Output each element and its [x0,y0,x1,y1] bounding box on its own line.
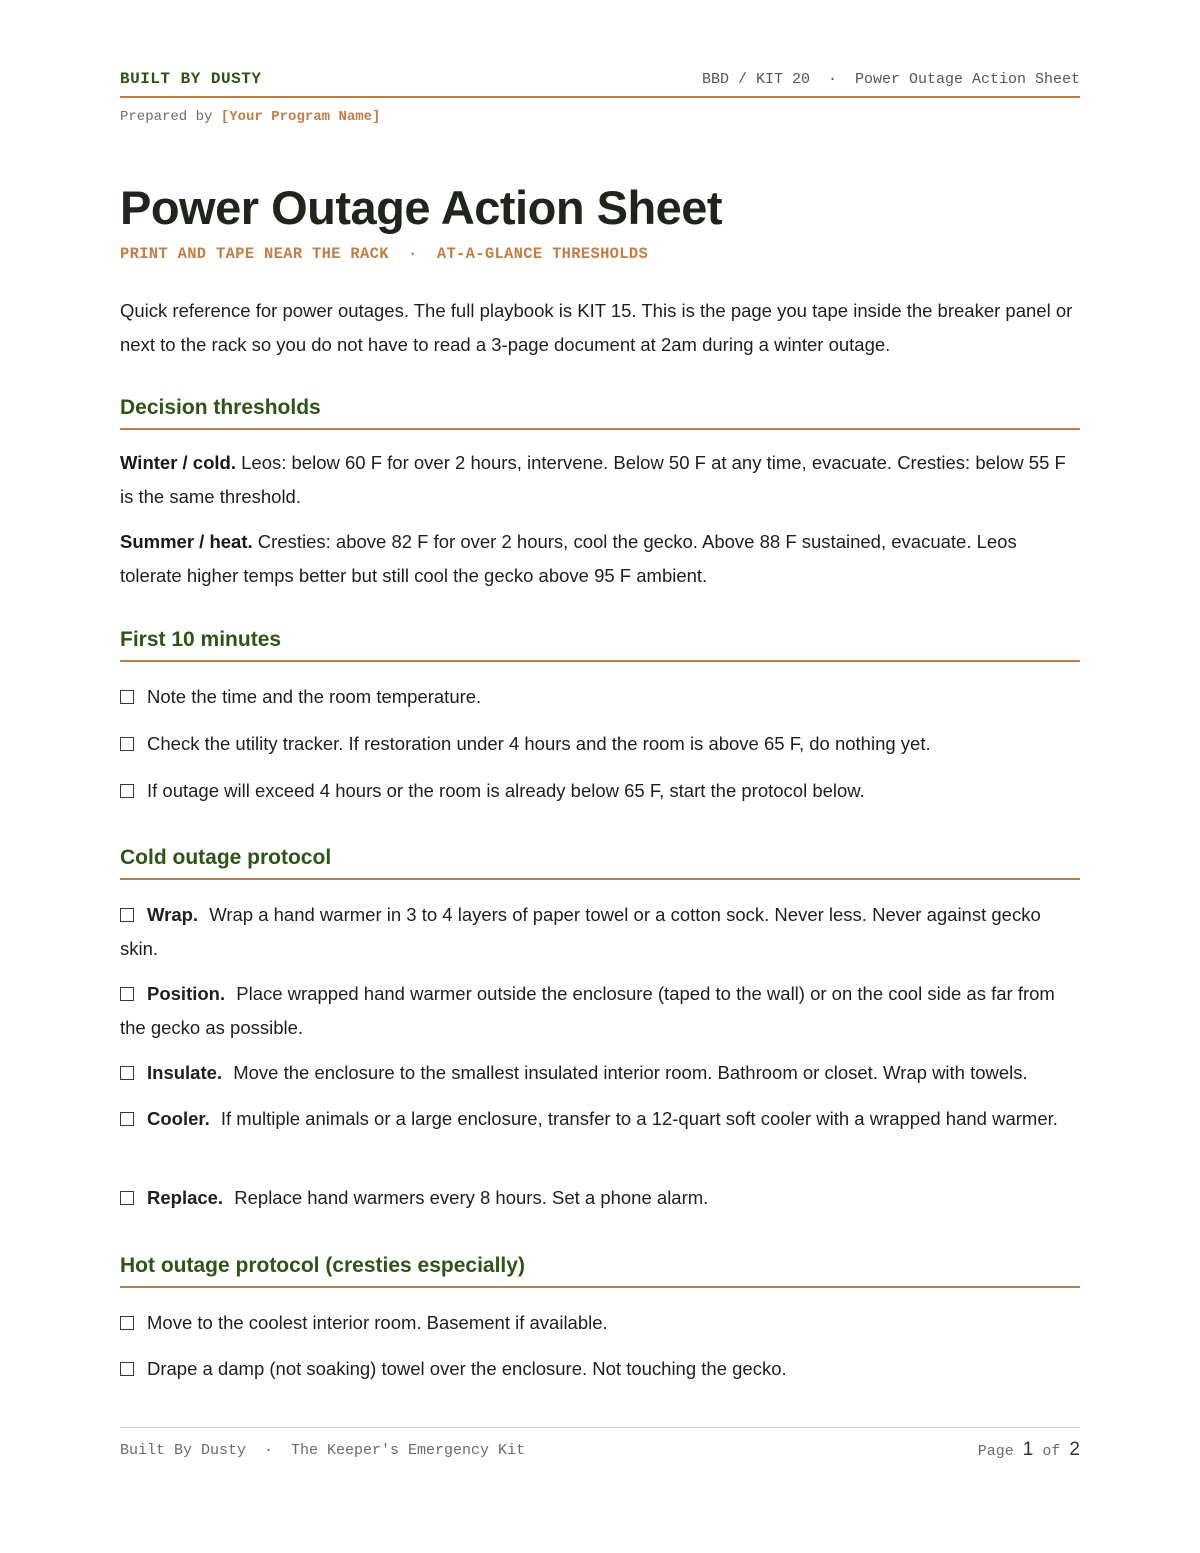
checkbox-icon[interactable] [120,690,134,704]
footer-title: Built By Dusty · The Keeper's Emergency Kit [120,1442,526,1459]
checkbox-icon[interactable] [120,1191,134,1205]
checklist-text: Check the utility tracker. If restoration under 4 hours and the room is above 65 F, do nothing yet. [147,733,931,754]
page-word: Page [977,1443,1014,1460]
step-label: Replace. [147,1187,224,1208]
section-heading-cold: Cold outage protocol [120,846,1080,880]
intro-paragraph: Quick reference for power outages. The full playbook is KIT 15. This is the page you tape inside the breaker panel or next to the rack so you do not have to read a 3-page document at 2am during a winter outage. [120,300,1073,355]
winter-text: Leos: below 60 F for over 2 hours, intervene. Below 50 F at any time, evacuate. Cresties: below 55 F is the same threshold. [120,452,1066,507]
step-label: Cooler. [147,1108,210,1129]
checkbox-icon[interactable] [120,1066,134,1080]
checklist-text: Note the time and the room temperature. [147,686,482,707]
page-subtitle: PRINT AND TAPE NEAR THE RACK · AT-A-GLANCE THRESHOLDS [120,245,649,263]
step-text: If multiple animals or a large enclosure, transfer to a 12-quart soft cooler with a wrapped hand warmer. [220,1108,1058,1129]
checklist-item [120,774,1080,808]
checkbox-icon[interactable] [120,1316,134,1330]
page-number [978,1439,1080,1461]
checklist-text: If outage will exceed 4 hours or the room is already below 65 F, start the protocol below. [147,780,865,801]
step-text: Place wrapped hand warmer outside the enclosure (taped to the wall) or on the cool side as far from the gecko as possible. [120,983,1055,1038]
checklist-item [120,680,1080,714]
step-text: Wrap a hand warmer in 3 to 4 layers of paper towel or a cotton sock. Never less. Never against gecko skin. [120,904,1041,959]
program-name-placeholder: [Your Program Name] [220,109,381,125]
checkbox-icon[interactable] [120,737,134,751]
prepared-prefix: Prepared by [120,109,213,125]
checklist-text: Move to the coolest interior room. Basement if available. [147,1312,608,1333]
checklist-item [120,898,1080,966]
kit-reference: BBD / KIT 20 · Power Outage Action Sheet [701,71,1080,88]
brand-name: BUILT BY DUSTY [120,70,262,88]
checklist-item [120,977,1080,1045]
summer-label: Summer / heat. [120,531,253,552]
prepared-by [120,109,380,125]
checkbox-icon[interactable] [120,908,134,922]
winter-threshold [120,446,1080,514]
step-label: Position. [147,983,226,1004]
checkbox-icon[interactable] [120,1112,134,1126]
summer-threshold [120,525,1080,593]
checklist-item [120,1102,1080,1136]
of-word: of [1042,1443,1061,1460]
checklist-item [120,727,1080,761]
page-footer [120,1427,1080,1463]
checklist-item [120,1306,1080,1340]
page-header [120,66,1080,98]
current-page: 1 [1022,1439,1034,1460]
checkbox-icon[interactable] [120,1362,134,1376]
total-pages: 2 [1069,1439,1080,1460]
step-label: Wrap. [147,904,199,925]
step-label: Insulate. [147,1062,223,1083]
checklist-item [120,1352,1080,1386]
summer-text: Cresties: above 82 F for over 2 hours, cool the gecko. Above 88 F sustained, evacuate. Leos tolerate higher temps better but still cool the gecko above 95 F ambient. [120,531,1017,586]
checklist-text: Drape a damp (not soaking) towel over the enclosure. Not touching the gecko. [147,1358,787,1379]
page-title: Power Outage Action Sheet [120,181,723,234]
checkbox-icon[interactable] [120,784,134,798]
checkbox-icon[interactable] [120,987,134,1001]
checklist-item [120,1056,1080,1090]
section-heading-hot: Hot outage protocol (cresties especially) [120,1254,1080,1288]
checklist-item [120,1181,1080,1215]
winter-label: Winter / cold. [120,452,236,473]
section-heading-thresholds: Decision thresholds [120,396,1080,430]
step-text: Replace hand warmers every 8 hours. Set a phone alarm. [234,1187,709,1208]
step-text: Move the enclosure to the smallest insulated interior room. Bathroom or closet. Wrap with towels. [233,1062,1028,1083]
section-heading-first-10: First 10 minutes [120,628,1080,662]
